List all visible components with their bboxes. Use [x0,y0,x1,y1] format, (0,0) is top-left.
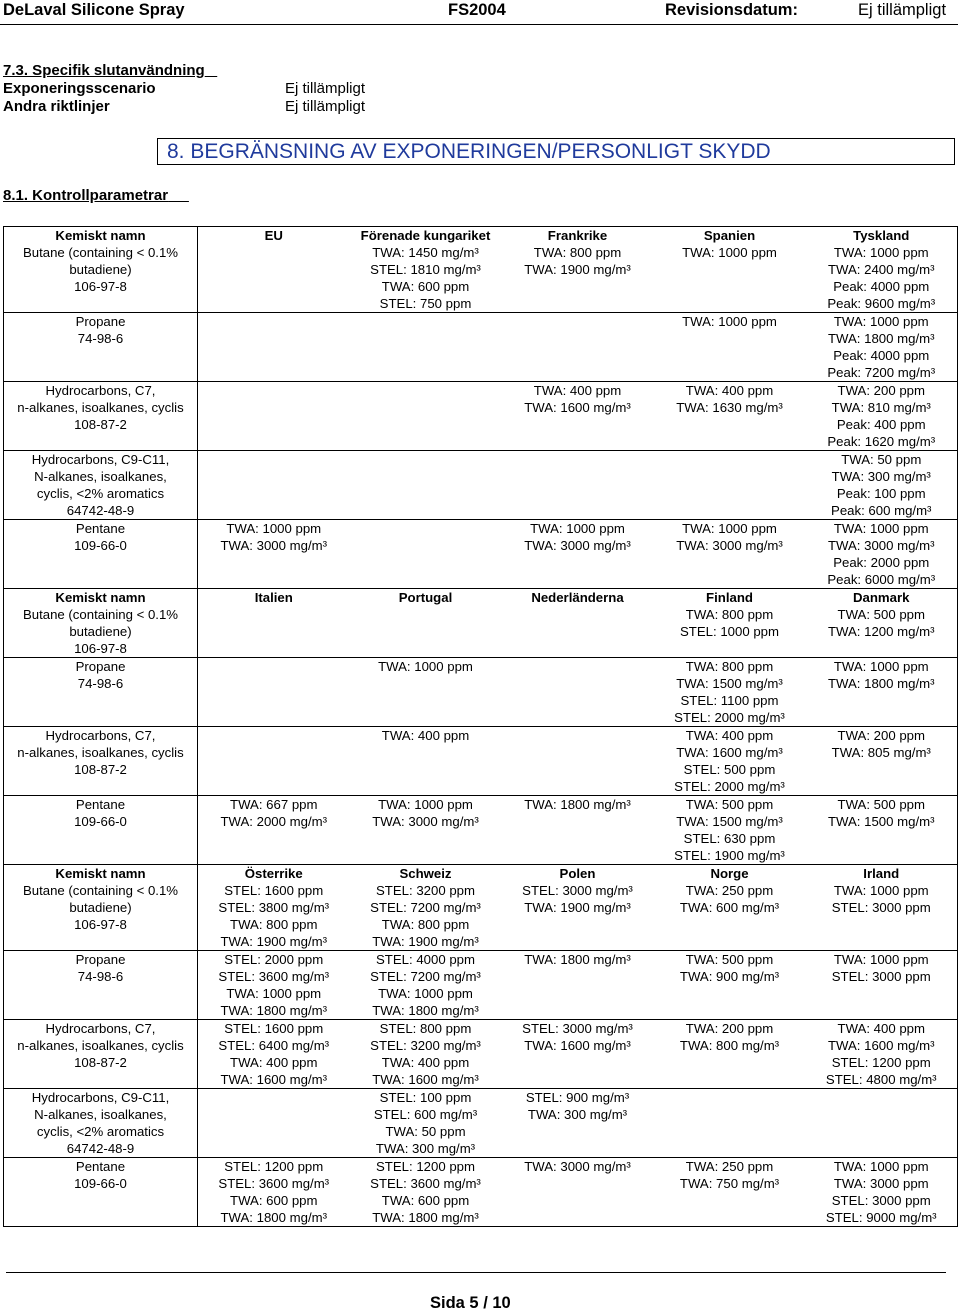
header-country: Spanien [703,228,756,243]
limit-value-cell: TWA: 400 ppm TWA: 1600 mg/m³ STEL: 1200 ppm STEL: 4800 mg/m³ [806,1020,958,1089]
limit-value-cell [350,606,502,658]
limit-value-cell: TWA: 800 ppm TWA: 1900 mg/m³ [502,244,654,313]
product-name: DeLaval Silicone Spray [3,1,185,19]
header-country: Österrike [244,866,303,881]
chemical-name-cell: Hydrocarbons, C7, n-alkanes, isoalkanes, cyclis 108-87-2 [4,382,198,451]
limit-value-cell: STEL: 1600 ppm STEL: 3800 mg/m³ TWA: 800 ppm TWA: 1900 mg/m³ [198,882,350,951]
header-country: Portugal [398,590,453,605]
header-chemical-name: Kemiskt namn [4,589,198,607]
limit-value-cell [654,1089,806,1158]
limit-value-cell: TWA: 1000 ppm TWA: 3000 mg/m³ [350,796,502,865]
limit-value-cell [198,658,350,727]
limit-value-cell [502,658,654,727]
limit-value-cell: STEL: 1600 ppm STEL: 6400 mg/m³ TWA: 400 ppm TWA: 1600 mg/m³ [198,1020,350,1089]
section-7-3-heading: 7.3. Specifik slutanvändning [3,62,205,79]
table-row [4,1020,958,1089]
header-country: Danmark [853,590,910,605]
header-country: Förenade kungariket [360,228,491,243]
limit-value-cell: STEL: 3200 ppm STEL: 7200 mg/m³ TWA: 800 ppm TWA: 1900 mg/m³ [350,882,502,951]
limit-value-cell: TWA: 400 ppm [350,727,502,796]
exposure-limits-table [3,226,958,1227]
section-8-1-heading: 8.1. Kontrollparametrar [3,187,169,204]
revision-value: Ej tillämpligt [858,1,947,19]
table-row [4,882,958,951]
limit-value-cell: TWA: 1000 ppm TWA: 2400 mg/m³ Peak: 4000 ppm Peak: 9600 mg/m³ [806,244,958,313]
chemical-name-cell: Butane (containing < 0.1% butadiene) 106-97-8 [4,882,198,951]
table-row [4,520,958,589]
header-chemical-name: Kemiskt namn [4,227,198,245]
limit-value-cell: TWA: 200 ppm TWA: 805 mg/m³ [806,727,958,796]
table-row [4,451,958,520]
limit-value-cell [350,313,502,382]
header-chemical-name: Kemiskt namn [4,865,198,883]
limit-value-cell: STEL: 800 ppm STEL: 3200 mg/m³ TWA: 400 ppm TWA: 1600 mg/m³ [350,1020,502,1089]
table-row [4,244,958,313]
limit-value-cell: STEL: 1200 ppm STEL: 3600 mg/m³ TWA: 600 ppm TWA: 1800 mg/m³ [370,1159,481,1225]
revision-label: Revisionsdatum: [665,1,798,19]
chemical-name-cell: Pentane 109-66-0 [4,520,198,589]
limit-value-cell: TWA: 200 ppm TWA: 810 mg/m³ Peak: 400 ppm Peak: 1620 mg/m³ [806,382,958,451]
limit-value-cell: TWA: 800 ppm TWA: 1500 mg/m³ STEL: 1100 ppm STEL: 2000 mg/m³ [654,658,806,727]
limit-value-cell: TWA: 1000 ppm [654,244,806,313]
section-8-1-title [3,187,189,205]
page-header [0,0,960,24]
header-country: Schweiz [399,866,452,881]
limit-value-cell [806,1089,958,1158]
header-country: Tyskland [853,228,910,243]
table-row [4,313,958,382]
chemical-name-cell: Hydrocarbons, C9-C11, N-alkanes, isoalkanes, cyclis, <2% aromatics 64742-48-9 [4,451,198,520]
limit-value-cell: TWA: 50 ppm TWA: 300 mg/m³ Peak: 100 ppm Peak: 600 mg/m³ [806,451,958,520]
limit-value-cell: TWA: 1000 ppm TWA: 1800 mg/m³ Peak: 4000 ppm Peak: 7200 mg/m³ [806,313,958,382]
limit-value-cell: TWA: 400 ppm TWA: 1630 mg/m³ [654,382,806,451]
page-number: Sida 5 / 10 [430,1294,511,1312]
limit-value-cell: STEL: 3000 mg/m³ TWA: 1900 mg/m³ [502,882,654,951]
limit-value-cell: TWA: 1000 ppm [350,658,502,727]
exposure-scenario-value: Ej tillämpligt [285,80,366,97]
chemical-name-cell: Butane (containing < 0.1% butadiene) 106-97-8 [4,244,198,313]
limit-value-cell: TWA: 250 ppm TWA: 600 mg/m³ [654,882,806,951]
limit-value-cell [198,606,350,658]
table-row [4,1089,958,1158]
limit-value-cell: TWA: 1000 ppm TWA: 3000 ppm STEL: 3000 ppm STEL: 9000 mg/m³ [825,1159,937,1225]
other-guidelines-value: Ej tillämpligt [285,98,366,115]
limit-value-cell: STEL: 2000 ppm STEL: 3600 mg/m³ TWA: 1000 ppm TWA: 1800 mg/m³ [198,951,350,1020]
limit-value-cell [502,727,654,796]
limit-value-cell [198,313,350,382]
chemical-name-cell: Hydrocarbons, C7, n-alkanes, isoalkanes, cyclis 108-87-2 [4,1020,198,1089]
limit-value-cell: TWA: 500 ppm TWA: 900 mg/m³ [654,951,806,1020]
limit-value-cell [198,244,350,313]
limit-value-cell: STEL: 1200 ppm STEL: 3600 mg/m³ TWA: 600 ppm TWA: 1800 mg/m³ [198,1158,350,1227]
limit-value-cell: TWA: 1000 ppm TWA: 3000 mg/m³ [654,520,806,589]
chemical-name-cell: Propane 74-98-6 [4,658,198,727]
section-8-banner [157,138,955,165]
chemical-name-cell: Pentane 109-66-0 [4,1158,198,1227]
header-country: Italien [254,590,293,605]
footer-divider [6,1272,946,1273]
limit-value-cell [350,382,502,451]
limit-value-cell: TWA: 1000 ppm TWA: 3000 mg/m³ Peak: 2000 ppm Peak: 6000 mg/m³ [806,520,958,589]
header-country: Finland [706,590,753,605]
limit-value-cell [198,451,350,520]
limit-value-cell [350,451,502,520]
limit-value-cell: STEL: 100 ppm STEL: 600 mg/m³ TWA: 50 ppm TWA: 300 mg/m³ [350,1089,502,1158]
table-row [4,727,958,796]
header-country: Polen [559,866,596,881]
limit-value-cell: TWA: 400 ppm TWA: 1600 mg/m³ STEL: 500 ppm STEL: 2000 mg/m³ [654,727,806,796]
exposure-scenario-label: Exponeringsscenario [3,80,156,97]
limit-value-cell [502,313,654,382]
header-country: EU [264,228,283,243]
table-row [4,658,958,727]
limit-value-cell: STEL: 3000 mg/m³ TWA: 1600 mg/m³ [502,1020,654,1089]
chemical-name-cell: Propane 74-98-6 [4,313,198,382]
limit-value-cell [502,451,654,520]
limit-value-cell: TWA: 1800 mg/m³ [502,796,654,865]
limit-value-cell: TWA: 1450 mg/m³ STEL: 1810 mg/m³ TWA: 600 ppm STEL: 750 ppm [350,244,502,313]
limit-value-cell: TWA: 1000 ppm [654,313,806,382]
table-row [4,951,958,1020]
limit-value-cell: TWA: 1800 mg/m³ [502,951,654,1020]
section-8-title: 8. BEGRÄNSNING AV EXPONERINGEN/PERSONLIGT SKYDD [167,140,771,163]
limit-value-cell: TWA: 500 ppm TWA: 1500 mg/m³ [806,796,958,865]
limit-value-cell: STEL: 900 mg/m³ TWA: 300 mg/m³ [502,1089,654,1158]
table-row [4,796,958,865]
chemical-name-cell: Hydrocarbons, C9-C11, N-alkanes, isoalkanes, cyclis, <2% aromatics 64742-48-9 [4,1089,198,1158]
other-guidelines-label: Andra riktlinjer [3,98,110,115]
limit-value-cell: TWA: 500 ppm TWA: 1200 mg/m³ [806,606,958,658]
limit-value-cell: TWA: 1000 ppm STEL: 3000 ppm [806,882,958,951]
table-row [4,1158,958,1227]
limit-value-cell: TWA: 1000 ppm TWA: 1800 mg/m³ [806,658,958,727]
table-row [4,382,958,451]
chemical-name-cell: Hydrocarbons, C7, n-alkanes, isoalkanes, cyclis 108-87-2 [4,727,198,796]
limit-value-cell [654,451,806,520]
header-country: Nederländerna [531,590,624,605]
limit-value-cell: TWA: 1000 ppm TWA: 3000 mg/m³ [502,520,654,589]
limit-value-cell: TWA: 667 ppm TWA: 2000 mg/m³ [198,796,350,865]
limit-value-cell [350,520,502,589]
limit-value-cell: TWA: 500 ppm TWA: 1500 mg/m³ STEL: 630 ppm STEL: 1900 mg/m³ [654,796,806,865]
limit-value-cell: TWA: 800 ppm STEL: 1000 ppm [654,606,806,658]
header-country: Frankrike [547,228,608,243]
chemical-name-cell: Butane (containing < 0.1% butadiene) 106-97-8 [4,606,198,658]
limit-value-cell [198,382,350,451]
chemical-name-cell: Pentane 109-66-0 [4,796,198,865]
limit-value-cell: TWA: 400 ppm TWA: 1600 mg/m³ [502,382,654,451]
limit-value-cell: TWA: 1000 ppm STEL: 3000 ppm [806,951,958,1020]
limit-value-cell [198,727,350,796]
limit-value-cell: TWA: 1000 ppm TWA: 3000 mg/m³ [198,520,350,589]
table-row [4,606,958,658]
header-country: Norge [710,866,749,881]
limit-value-cell: STEL: 4000 ppm STEL: 7200 mg/m³ TWA: 1000 ppm TWA: 1800 mg/m³ [350,951,502,1020]
limit-value-cell: TWA: 200 ppm TWA: 800 mg/m³ [654,1020,806,1089]
limit-value-cell [198,1089,350,1158]
table-header-row [4,589,958,607]
header-divider [0,24,958,25]
limit-value-cell: TWA: 3000 mg/m³ [524,1159,631,1174]
table-header-row [4,227,958,245]
chemical-name-cell: Propane 74-98-6 [4,951,198,1020]
limit-value-cell: TWA: 250 ppm TWA: 750 mg/m³ [679,1159,780,1191]
section-7-3-title [3,62,217,80]
table-header-row [4,865,958,883]
header-country: Irland [863,866,900,881]
limit-value-cell [502,606,654,658]
document-code: FS2004 [448,1,506,19]
